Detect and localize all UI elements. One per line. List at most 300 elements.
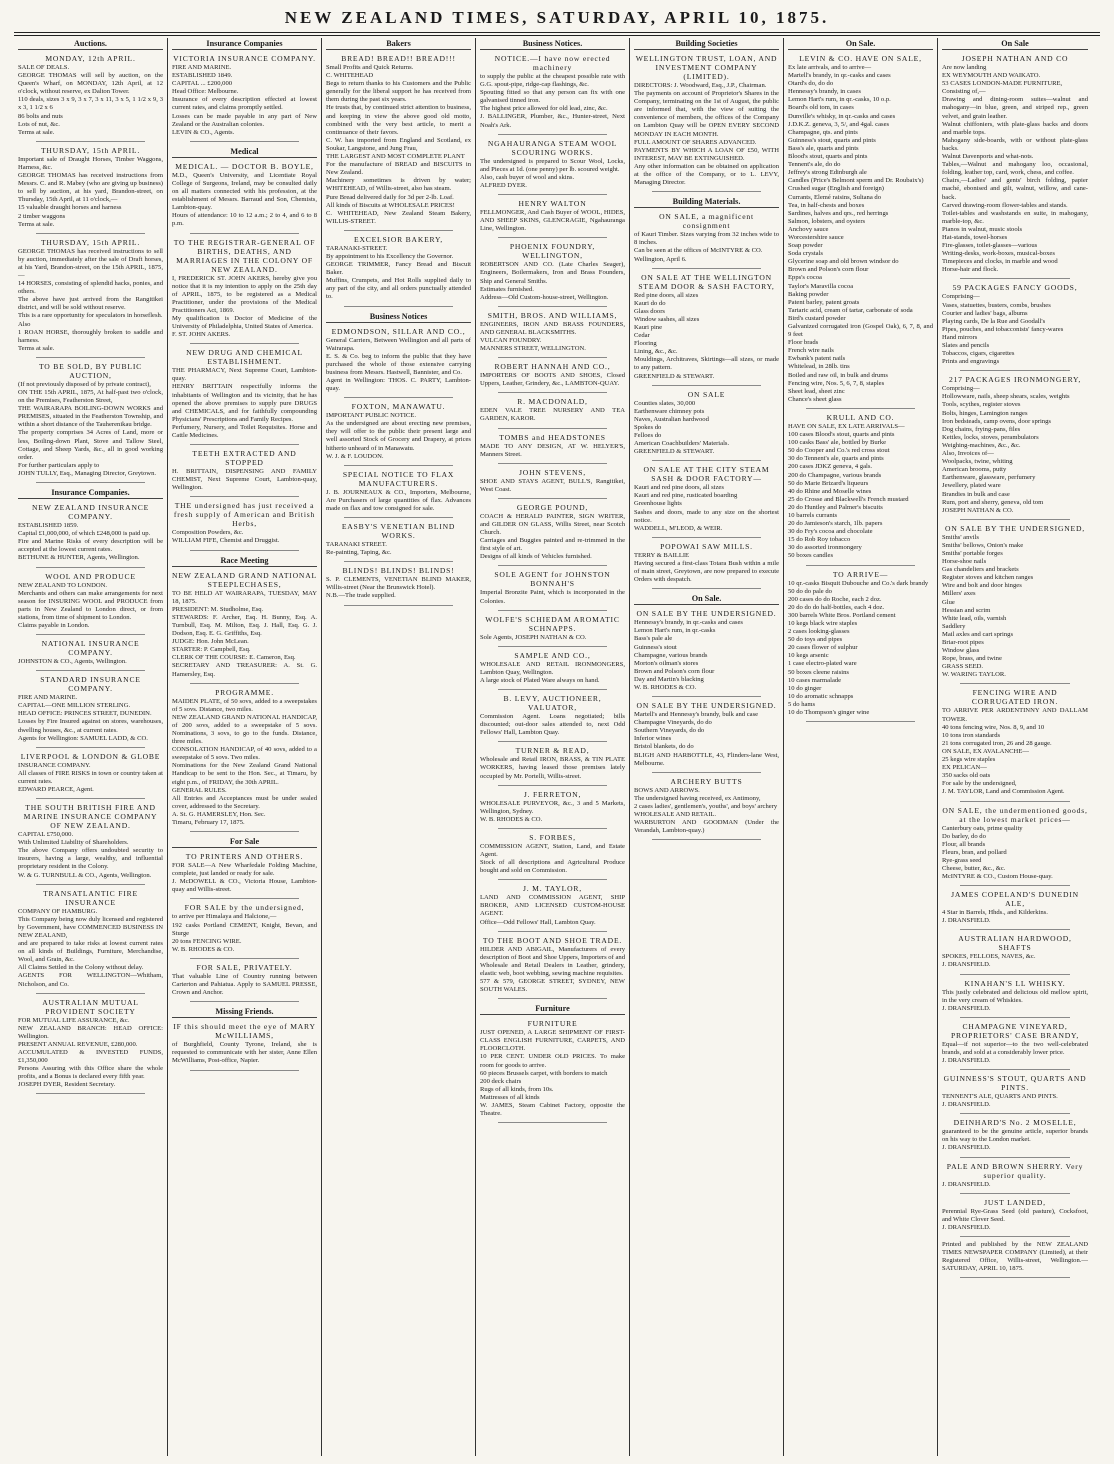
advertisement-text: Taylor's Maravilla cocoa [788,282,854,290]
advertisement-text: BOWS AND ARROWS. [634,786,700,794]
advertisement-text: W. WARING TAYLOR. [942,671,1006,679]
advertisement-text: Naves, Australian hardwood [634,415,709,423]
advertisement-text: Losses can be made payable in any part of New Zealand or the Australian colonies. [172,112,317,128]
advertisement-text: Whitelead, in 28lb. tins [788,363,850,371]
advertisement-text: Courier and ladies' bags, albums [942,309,1028,317]
advertisement-text: FOR SALE—A New Wharfedale Folding Machine, complete, just landed or ready for sale. [172,862,317,878]
advertisement-text: NEW ZEALAND BRANCH: HEAD OFFICE: Wellington. [18,1024,163,1040]
advertisement-text: STEWARDS: F. Archer, Esq. H. Bunny, Esq. A. Turnbull, Esq. M. Milton, Esq. J. Hall, Esq. G. J. Dodson, Esq. E. G. Griffiths, Esq. [172,613,317,638]
advertisement [788,413,933,566]
advertisement-text: M.D., Queen's University, and Licentiate Royal College of Surgeons, Ireland, may be consulted daily on all matters connected with his profession, at the establishment of Messrs. Barraud and Son, Chemists, Lambton-quay. [172,171,317,212]
advertisement-title: IF this should meet the eye of MARY McWILLIAMS, [173,1022,316,1041]
advertisement-text: Commission Agent. Loans negotiated; bills discounted; out-door sales attended to, next Odd Fellows' Hall, Lambton Quay. [480,713,625,737]
advertisement-text: Brown and Polson's corn flour [634,667,715,675]
advertisement-divider [190,683,299,684]
advertisement-divider [960,370,1070,371]
advertisement-divider [36,670,145,671]
advertisement-text: All classes of FIRE RISKS in town or country taken at current rates. [18,769,163,785]
advertisement-text: 50 do do pale do [788,587,832,595]
advertisement [634,777,779,841]
advertisement-text: Merchants and others can make arrangements for next season for INSURING WOOL and PRODUCE from parts in New Zealand to London direct, or from stations, from time of shipment to London. [18,589,163,621]
advertisement-text: JOSEPH NATHAN & CO. [942,506,1014,514]
advertisement-text: 30 do Fry's cocoa and chocolate [788,528,873,536]
advertisement [172,238,317,345]
advertisement-text: Horse-hair and flock. [942,266,999,274]
advertisement-text: Chairs,—Ladies' and gents' birch folding, papier maché, ebonised and gilt, walnut, willow, and cane-back. [942,177,1088,201]
advertisement-title: WOOL AND PRODUCE [45,571,136,581]
advertisement-text: Horse-shoe nails [942,558,987,566]
advertisement-text: GEORGE THOMAS will sell by auction, on the Queen's Wharf, on MONDAY, 12th April, at 12 o'clock, without reserve, ex Dalton Tower. [18,72,163,96]
advertisement-text: Mattresses of all kinds [480,1093,540,1101]
advertisement-text: Timaru, February 17, 1875. [172,819,245,826]
advertisement [18,639,163,671]
advertisement-title: JOSEPH NATHAN AND CO [961,54,1069,63]
advertisement-text: CLERK OF THE COURSE: E. Cameron, Esq. [172,654,296,662]
advertisement-text: Soap powder [788,242,823,250]
masthead: NEW ZEALAND TIMES, SATURDAY, APRIL 10, 1875. [284,8,830,27]
advertisement-title: AUSTRALIAN MUTUAL PROVIDENT SOCIETY [42,997,139,1016]
advertisement-text: ON SALE, EX AVALANCHE— [942,747,1029,755]
advertisement [18,503,163,567]
advertisement-text: French wire nails [788,347,834,355]
advertisement-text: Wholesale and Retail IRON, BRASS, & TIN PLATE WORKERS, having leased those premises lately occupied by Mr. Portelli, Willis-street. [480,756,625,780]
advertisement-text: Baking powder [788,290,829,298]
advertisement-text: 10 do aromatic schnapps [788,692,854,700]
advertisement-divider [652,696,761,697]
advertisement [172,348,317,445]
advertisement-text: Kauri and red pine doors, all sizes [634,484,724,492]
advertisement-text: of Kauri Timber. Sizes varying from 32 inches wide to 8 inches. [634,231,779,247]
advertisement-text: Worcestershire sauce [788,233,844,241]
advertisement-text: General Carriers, Between Wellington and all parts of Wairarapa. [326,336,471,352]
advertisement-text: HEAD OFFICE: PRINCES STREET, DUNEDIN. [18,710,152,718]
advertisement-text: IMPORTANT PUBLIC NOTICE. [326,412,416,420]
advertisement-text: SALE OF DEALS. [18,64,70,71]
advertisement-title: GUINNESS'S STOUT, QUARTS AND PINTS. [943,1074,1087,1093]
advertisement-text: Anchovy sauce [788,225,829,233]
advertisement-title: TOMBS and HEADSTONES [499,432,606,442]
advertisement-text: Nominations for the New Zealand Grand National Handicap to be sent to the Hon. Sec., at Timaru, by eight p.m., of FRIDAY, the 30th APRIL. [172,762,317,786]
advertisement-title: TO THE REGISTRAR-GENERAL OF BIRTHS, DEATHS, AND MARRIAGES IN THE COLONY OF NEW ZEALAND. [173,237,316,274]
advertisement-text: ACCUMULATED & INVESTED FUNDS, £1,350,000 [18,1048,163,1065]
advertisement-text: 15 valuable draught horses and harness [18,204,122,212]
advertisement-text: Pipes, pouches, and tobacconists' fancy-wares [942,325,1064,333]
advertisement-text: C. W. has imported from England and Scotland, ex Soukar, Langstone, and Jung Frau, [326,136,471,152]
advertisement-text: Glass doors [634,307,665,315]
advertisement-text: Bird's custard powder [788,314,846,322]
advertisement-text: Kauri and red pine, rusticated boarding [634,492,738,500]
advertisement-text: TO BE HELD AT WAIRARAPA, TUESDAY, MAY 18, 1875. [172,589,317,605]
advertisement-text: 30 do Tennent's ale, quarts and pints [788,455,884,463]
advertisement-text: For the manufacture of BREAD and BISCUITS in New Zealand. [326,161,471,177]
advertisement-text: Pure Bread delivered daily for 3d per 2-lb. Loaf. [326,193,454,201]
advertisement-text: Hennessy's brandy, in qr.-casks and cases [634,619,743,627]
advertisement [480,503,625,567]
advertisement-text: Terms at sale. [18,344,55,352]
advertisement [480,1019,625,1123]
advertisement-text: 25 kegs wire staples [942,756,996,764]
advertisement-text: Guinness's stout [634,643,677,651]
advertisement-text: Smiths' anvils [942,533,979,541]
advertisement-divider [498,610,607,611]
advertisement-title: TO ARRIVE— [832,569,889,579]
advertisement-text: That valuable Line of Country running between Carterton and Pahiatua. Apply to SAMUEL PRESSE, Crown and Anchor. [172,972,317,997]
advertisement-divider [960,1236,1070,1237]
advertisement-title: NEW DRUG AND CHEMICAL ESTABLISHMENT. [186,348,303,367]
advertisement-divider [960,683,1070,684]
advertisement-text: Muffins, Crumpets, and Hot Rolls supplied daily to any part of the city, and all orders punctually attended to. [326,277,471,301]
advertisement-text: JOSEPH DYER, Resident Secretary. [18,1081,116,1089]
advertisement-divider [960,801,1070,802]
advertisement-text: Flour, all brands [942,840,986,848]
advertisement [480,936,625,1000]
advertisement-divider [498,828,607,829]
advertisement-divider [190,898,299,899]
advertisement-text: THE LARGEST AND MOST COMPLETE PLANT [326,153,465,161]
advertisement-text: I, FREDERICK ST. JOHN AKERS, hereby give you notice that it is my intention to apply on the 25th day of APRIL, 1875, to be registered as a Medical Practitioner, under the provisions of the Medical Practitioners Act, 1869. [172,274,317,314]
advertisement-text: HENRY BRITTAIN respectfully informs the inhabitants of Wellington and its vicinity, that he has opened the above premises to supply pure DRUGS and CHEMICALS, and for faithfully compounding Physicians' Prescriptions and Family Recipes. [172,383,317,423]
advertisement-title: SPECIAL NOTICE TO FLAX MANUFACTURERS. [342,469,455,488]
advertisement-text: Insurance of every description effected at lowest current rates, and claims promptly settled. [172,96,317,112]
advertisement-text: WILLIAM FIFE, Chemist and Druggist. [172,537,280,545]
advertisement-divider [498,306,607,307]
advertisement-text: Kauri do do [634,299,666,307]
advertisement-text: of Burghfield, County Tyrone, Ireland, she is requested to communicate with her sister, Anne Ellen McWilliams, Post-office, Napier. [172,1041,317,1065]
advertisement-text: 20 do do do half-bottles, each 4 doz. [788,603,885,611]
section-heading: Business Notices [326,311,471,323]
advertisement-text: Currants, Elemé raisins, Sultana do [788,193,882,201]
advertisement-text: Drawing and dining-room suites—walnut and mahogany—in blue, green, and striped rep., green velvet, and grain leather. [942,96,1088,120]
advertisement-text: Imperial Bronzite Paint, which is incorporated in the Colonies. [480,589,625,605]
advertisement [18,752,163,799]
advertisement-title: STANDARD INSURANCE COMPANY. [40,675,141,694]
advertisement-text: VULCAN FOUNDRY. [480,336,542,344]
advertisement-divider [498,428,607,429]
section-heading: For Sale [172,836,317,848]
advertisement [942,806,1088,887]
advertisement-text: Losses by Fire Insured against on stores, warehouses, dwelling houses, &c., at current rates. [18,718,163,734]
advertisement-text: JUST OPENED, A LARGE SHIPMENT OF FIRST-CLASS ENGLISH FURNITURE, CARPETS, AND FLOORCLOTH. [480,1029,625,1053]
advertisement-text: Patent barley, patent groats [788,298,860,306]
advertisement-text: Carved drawing-room flower-tables and stands. [942,201,1068,209]
advertisement-title: JOHN STEVENS, [519,467,586,477]
advertisement-text: Fire-glasses, toilet-glasses—various [942,242,1038,250]
advertisement-divider [190,141,299,142]
advertisement-text: Dunville's whisky, in qr.-casks and cases [788,112,896,120]
advertisement-text: The above Company offers undoubted security to insurers, having a large, wealthy, and influential proprietary resident in the Colony. [18,847,163,871]
advertisement-divider [960,929,1070,930]
advertisement-divider [344,561,453,562]
advertisement-divider [498,194,607,195]
advertisement-title: KRULL AND CO. [826,412,895,422]
advertisement-text: 86 bolts and nuts [18,112,63,120]
advertisement-title: FOR SALE by the undersigned, [184,903,305,913]
advertisement-text: J. BALLINGER, Plumber, &c., Hunter-street, Next Noah's Ark. [480,113,625,129]
advertisement-title: SOLE AGENT for JOHNSTON BONNAH'S [494,570,611,589]
advertisement-text: Lining, &c., &c. [634,348,678,356]
advertisement-text: THE WAIRARAPA BOILING-DOWN WORKS and PREMISES, situated in the Featherston Township, and within a short distance of the Tauherenikau bridge. [18,405,163,429]
section-heading: Building Materials. [634,196,779,208]
advertisement-text: 21 tons corrugated iron, 26 and 28 gauge. [942,739,1052,747]
advertisement-text: Brandies in bulk and case [942,490,1010,498]
advertisement-text: This Company being now duly licensed and registered by Government, have COMMENCED BUSINESS IN NEW ZEALAND, [18,915,163,939]
advertisement-text: EX PELICAN— [942,764,987,772]
advertisement-text: 200 deck chairs [480,1077,522,1085]
advertisement-text: Begs to return thanks to his Customers and the Public generally for the liberal support he has received from them during the past six years. [326,80,471,104]
advertisement-text: IMPORTERS OF BOOTS AND SHOES, Closed Uppers, Leather, Grindery, &c., LAMBTON-QUAY. [480,372,625,388]
advertisement-text: Carriages and Buggies painted and re-trimmed in the first style of art. [480,537,625,553]
advertisement [942,1022,1088,1070]
advertisement-text: 2 timber waggons [18,212,66,220]
advertisement-text: Perfumery, Nursery, and Toilet Requisites. Horse and Cattle Medicines. [172,423,317,439]
advertisement-divider [36,884,145,885]
advertisement-title: POPOWAI SAW MILLS. [660,541,753,551]
advertisement-text: Can be seen at the offices of McINTYRE & CO. [634,247,763,255]
advertisement-text: 50 do Marie Brizard's liqueurs [788,479,869,487]
advertisement-text: Sashes and doors, made to any size on the shortest notice. [634,508,779,524]
advertisement-text: TENNENT'S ALE, QUARTS AND PINTS. [942,1093,1058,1101]
advertisement [326,54,471,231]
advertisement-title: JAMES COPELAND'S DUNEDIN ALE, [951,890,1079,909]
advertisement-text: GRASS SEED. [942,663,984,671]
advertisement-text: Fleurs, bran, and pollard [942,848,1007,856]
advertisement-text: TARANAKI STREET. [326,541,387,549]
advertisement-title: BLINDS! BLINDS! BLINDS! [342,566,455,576]
advertisement-text: Hand mirrors [942,333,978,341]
advertisement-text: NEW ZEALAND TO LONDON. [18,581,108,589]
section-heading: Auctions. [18,38,163,50]
section-heading: Missing Friends. [172,1006,317,1018]
advertisement [788,54,933,409]
advertisement-title: FOXTON, MANAWATU. [351,402,446,412]
advertisement-divider [960,1277,1070,1278]
advertisement-text: Flooring [634,340,657,348]
advertisement-text: Tools, scythes, register stoves [942,401,1021,409]
section-heading: Building Societies [634,38,779,50]
advertisement-text: GEORGE THOMAS has received instructions to sell by auction, immediately after the sale of Draft horses, at his Yard, Brandon-street, on the 15th APRIL, 1875,— [18,247,163,279]
advertisement-text: 200 cases JDKZ geneva, 4 gals. [788,463,873,471]
advertisement [18,675,163,748]
advertisement-text: EX WEYMOUTH AND WAIKATO. [942,72,1041,80]
advertisement-text: 60 pieces Brussels carpet, with borders to match [480,1069,608,1077]
advertisement-title: HENRY WALTON [518,199,587,209]
advertisement-text: MANNERS STREET, WELLINGTON. [480,345,586,353]
advertisement-text: Smiths' portable forges [942,549,1003,557]
advertisement-text: Southern Vineyards, do do [634,727,705,735]
advertisement-title: ON SALE, a magnificent consignment [659,212,754,231]
advertisement-text: 10 do Thompson's ginger wine [788,709,870,717]
advertisement-title: NEW ZEALAND INSURANCE COMPANY. [31,503,150,522]
advertisement-text: Perennial Rye-Grass Seed (old pasture), Cocksfoot, and White Clover Seed. [942,1207,1088,1223]
advertisement-text: 192 casks Portland CEMENT, Knight, Bevan, and Sturge [172,921,317,937]
advertisement-divider [344,306,453,307]
advertisement-text: 300 barrels White Bros. Portland cement [788,611,896,619]
section-heading: On Sale [942,38,1088,50]
advertisement-text: 10 kegs black wire staples [788,620,858,627]
advertisement-divider [498,565,607,566]
advertisement-text: 20 do Huntley and Palmer's biscuits [788,503,883,511]
advertisement-text: 20 tons FENCING WIRE. [172,937,242,945]
advertisement-text: Are now landing [942,64,987,71]
advertisement-text: ALFRED DYER. [480,181,527,189]
advertisement [634,390,779,462]
advertisement [480,694,625,742]
advertisement-text: 15 do Rob Roy tobacco [788,536,851,544]
advertisement-text: 200 cases do do Roche, each 2 doz. [788,595,882,603]
advertisement-text: Prints and engravings [942,358,1000,366]
advertisement-text: Kauri pine [634,323,663,331]
advertisement-title: BREAD! BREAD!! BREAD!!! [341,54,456,63]
advertisement-text: Earthenware, glassware, perfumery [942,474,1036,482]
advertisement-text: Machinery sometimes is driven by water; WHITEHEAD, of Willis-street, also has steam. [326,177,471,193]
advertisement-text: 110 deals, sizes 3 x 9, 3 x 7, 3 x 11, 3 x 5, 1 1/2 x 9, 3 x 3, 1 1/2 x 6 [18,96,163,112]
advertisement-text: 5 do hams [788,700,816,708]
advertisement-text: He trusts that, by continued strict attention to business, and keeping in view the above good old motto, combined with the very best article, to merit a continuance of their favors. [326,104,471,136]
advertisement-text: Agents for Wellington: SAMUEL LADD, & CO. [18,734,148,742]
advertisement-divider [498,741,607,742]
advertisement-text: ROBERTSON AND CO. (Late Charles Seager), Engineers, Boilermakers, Iron and Brass Founders, Ship and General Smiths. [480,261,625,285]
advertisement-divider [36,567,145,568]
advertisement-text: ON THE 15th APRIL, 1875, At half-past two o'clock, on the Premises, Featherston Street, [18,389,163,405]
advertisement-text: Counties slates, 30,000 [634,399,696,407]
advertisement-text: 20 cases flower of sulphur [788,644,858,652]
advertisement-text: FULL AMOUNT OF SHARES ADVANCED. [634,138,757,146]
advertisement-title: EDMONDSON, SILLAR AND CO., [331,326,466,336]
advertisement-text: Writing-desks, work-boxes, musical-boxes [942,250,1055,258]
advertisement-title: NATIONAL INSURANCE COMPANY. [41,639,140,658]
masthead-rule-top [14,32,1100,33]
advertisement-text: Toilet-tables and washstands en suite, in mahogany, marble-top, &c. [942,209,1088,225]
advertisement-text: FIRE AND MARINE. [18,694,78,702]
advertisement-title: AUSTRALIAN HARDWOOD, SHAFTS [958,934,1072,953]
advertisement-text: Boiled and raw oil, in bulk and drums [788,371,888,379]
advertisement-text: Small Profits and Quick Returns. [326,64,414,71]
advertisement-text: All kinds of Biscuits at WHOLESALE PRICES! [326,201,455,209]
advertisement-text: W. B. RHODES & CO. [634,683,697,691]
advertisement-text: Head Office: Melbourne. [172,88,239,96]
advertisement-text: The above have just arrived from the Rangitikei district, and will be sold without reserve. [18,296,163,312]
advertisement-text: Capital £1,000,000, of which £248,000 is paid up. [18,530,151,538]
advertisement [18,998,163,1095]
advertisement-text: GEORGE THOMAS has received instructions from Messrs. C. and R. Mabey (who are giving up business) to sell by auction, at his yard, Brandon-street, on Thursday, 15th April, at 11 o'clock,— [18,172,163,204]
advertisement-text: Felloes do [634,432,662,439]
advertisement-text: Spokes do [634,423,662,431]
advertisement-text: ENGINEERS, IRON AND BRASS FOUNDERS, AND GENERAL BLACKSMITHS. [480,320,625,336]
advertisement-text: Claims payable in London. [18,621,90,629]
advertisement [18,362,163,483]
advertisement [480,199,625,238]
advertisement-text: BLIGH AND HARBOTTLE, 43, Flinders-lane West, Melbourne. [634,751,779,767]
advertisement [172,688,317,833]
advertisement-title: R. MACDONALD, [517,397,588,407]
advertisement-text: Cheese, butter, &c., &c. [942,864,1006,872]
advertisement-text: EDEN VALE TREE NURSERY AND TEA GARDEN, KAROR. [480,407,625,423]
advertisement [18,238,163,358]
advertisement-divider [36,233,145,234]
advertisement-title: ARCHERY BUTTS [670,776,743,786]
advertisement [942,283,1088,371]
advertisement-text: FOR MUTUAL LIFE ASSURANCE, &c. [18,1016,130,1024]
advertisement [480,833,625,880]
advertisement-title: TO PRINTERS AND OTHERS. [185,852,304,862]
advertisement-text: Also [18,320,31,328]
advertisement-text: WADDELL, M'LEOD, & WEIR. [634,524,723,532]
advertisement-text: Agent in Wellington: THOS. C. PARTY, Lambton-quay. [326,377,471,393]
advertisement-title: SAMPLE AND CO., [514,650,591,660]
advertisement-text: Glycerine soap and old brown windsor do [788,258,899,266]
advertisement-title: TEETH EXTRACTED AND STOPPED [192,449,297,468]
advertisement-text: J. McDOWELL & CO., Victoria House, Lambton-quay and Willis-street. [172,878,317,894]
advertisement-text: 10 do ginger [788,684,822,692]
advertisement-text: PRESIDENT: M. Studholme, Esq. [172,605,264,613]
advertisement-title: TRANSATLANTIC FIRE INSURANCE [43,888,138,907]
advertisement-text: Wellington, April 6. [634,255,687,263]
advertisement-text: Office—Odd Fellows' Hall, Lambton Quay. [480,918,596,926]
advertisement-text: GEORGE TRIMMER, Fancy Bread and Biscuit Baker. [326,261,471,277]
advertisement-title: TO BE SOLD, BY PUBLIC AUCTION, [38,361,143,380]
advertisement-text: Tartaric acid, cream of tartar, carbonate of soda [788,306,913,314]
advertisement-divider [498,498,607,499]
advertisement-text: Jewellery, plated ware [942,482,1001,490]
advertisement-text: Red pine doors, all sizes [634,291,699,299]
advertisement [634,609,779,697]
advertisement-text: TO ARRIVE PER ARDENTINNY AND DALLAM TOWER. [942,707,1088,723]
advertisement-divider [652,588,761,589]
advertisement [172,903,317,958]
advertisement-text: Estimates furnished. [480,285,534,293]
advertisement-title: FENCING WIRE AND CORRUGATED IRON. [971,688,1059,707]
advertisement-title: ON SALE BY THE UNDERSIGNED, [945,523,1085,533]
section-heading: Insurance Companies [172,38,317,50]
advertisement-text: J. DRANSFIELD. [942,1180,991,1188]
advertisement-text: 10 barrels currants [788,511,838,519]
advertisement-text: Fire and Marine Risks of every description will be accepted at the lowest current rates. [18,538,163,554]
advertisement-text: guaranteed to be the genuine article, superior brands on his way to the London market. [942,1128,1088,1144]
advertisement-text: Also, cash buyer of wool and skins. [480,173,575,181]
advertisement-text: SPOKES, FELLOES, NAVES, &c. [942,953,1036,961]
column-2 [168,38,322,1456]
advertisement-title: PHOENIX FOUNDRY, WELLINGTON, [509,242,596,261]
advertisement-text: J. M. TAYLOR, Land and Commission Agent. [942,788,1065,796]
advertisement-text: WARBURTON AND GOODMAN (Under the Verandah, Lambton-quay.) [634,819,779,835]
advertisement-text: TARANAKI-STREET. [326,244,388,252]
advertisement-text: Rugs of all kinds, from 10s. [480,1085,554,1093]
advertisement-text: E. S. & Co. beg to inform the public that they have purchased the whole of those extensive carrying business from Messrs. Hastwell, Bannister, and Co. [326,352,471,376]
advertisement-divider [652,839,761,840]
advertisement-text: CAPITAL ... £200,000 [172,80,233,88]
advertisement-title: ON SALE BY THE UNDERSIGNED. [636,609,777,619]
advertisement-text: All Claims Settled in the Colony without delay. [18,964,144,972]
advertisement-text: Sardines, halves and qrs., red herrings [788,209,889,217]
advertisement-title: CHAMPAGNE VINEYARD, PROPRIETORS' CASE BRANDY, [950,1021,1080,1040]
advertisement-text: Bass's pale ale [634,635,673,643]
advertisement [942,375,1088,520]
advertisement-title: MONDAY, 12th APRIL. [45,54,136,63]
advertisement-text: Bolts, hinges, Lamington ranges [942,409,1028,417]
advertisement-title: PALE AND BROWN SHERRY. Very superior quality. [946,1161,1084,1180]
advertisement-text: WHOLESALE AND RETAIL IRONMONGERS, Lambton Quay, Wellington. [480,660,625,676]
advertisement-text: Having secured a first-class Totara Bush within a mile of main street, Greytown, are now prepared to execute Orders with despatch. [634,559,779,584]
advertisement-text: Smiths' bellows, Onion's make [942,541,1024,549]
advertisement-title: NOTICE.—I have now erected machinery [494,54,611,72]
advertisement-text: S. P. CLEMENTS, VENETIAN BLIND MAKER, Willis-street (Near the Brunswick Hotel). [326,576,471,592]
advertisement-divider [36,357,145,358]
advertisement-divider [190,444,299,445]
advertisement-text: Floor brads [788,339,819,347]
advertisement-text: Candles (Price's Belmont sperm and Dr. Roubaix's) [788,177,924,185]
advertisement-text: For further particulars apply to [18,461,100,469]
advertisement-title: EXCELSIOR BAKERY, [354,234,443,244]
